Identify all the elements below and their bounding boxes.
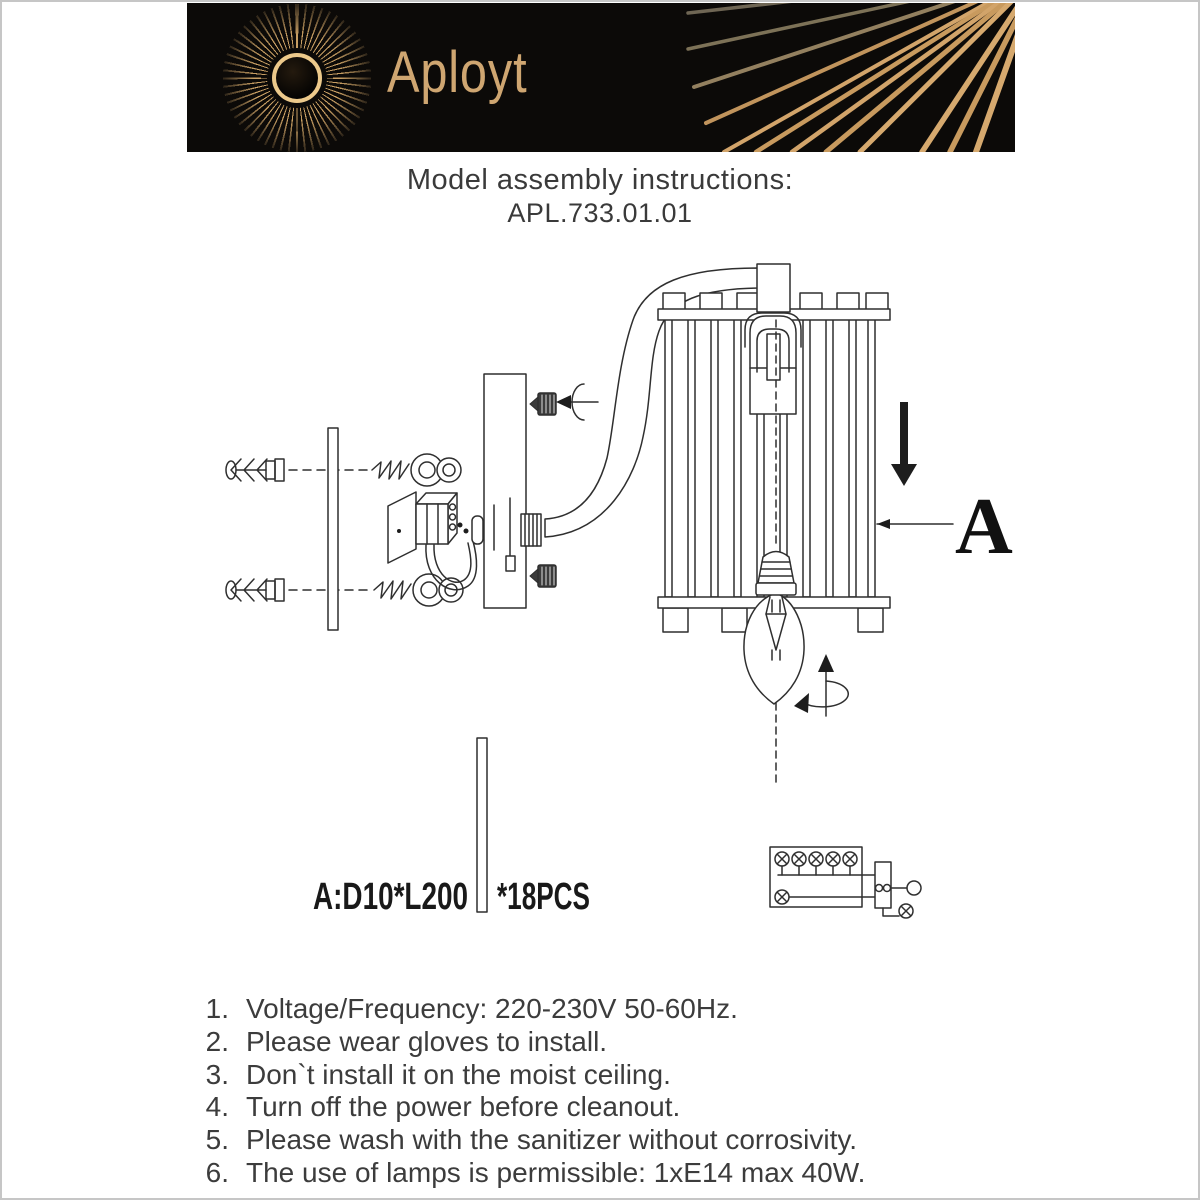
detail-label-a: A [955, 483, 1013, 571]
rod-spec-label: A:D10*L200 [313, 876, 468, 918]
item-text: Don`t install it on the moist ceiling. [246, 1058, 671, 1090]
instruction-list [0, 993, 1200, 1190]
item-text: The use of lamps is permissible: 1xE14 max 40W. [246, 1156, 866, 1188]
light-bulb [744, 552, 804, 705]
list-item [197, 993, 1200, 1026]
sunburst-core [276, 57, 318, 99]
rod-part-item [313, 738, 590, 918]
model-number: APL.733.01.01 [507, 198, 693, 228]
item-text: Please wear gloves to install. [246, 1025, 608, 1057]
item-number: 1. [205, 993, 229, 1024]
slide-down-arrow-icon [891, 402, 917, 486]
page-title: Model assembly instructions: [406, 164, 794, 196]
mounting-plate [472, 374, 541, 608]
item-text: Turn off the power before cleanout. [246, 1091, 681, 1123]
arm-stem [757, 264, 790, 312]
thumb-screws [530, 393, 556, 587]
list-item [197, 1157, 1200, 1190]
item-number: 5. [205, 1124, 229, 1156]
list-item [197, 1059, 1200, 1092]
detail-a-callout [877, 483, 1013, 571]
lamp-socket-housing [745, 313, 801, 414]
wall-anchor-dowels [226, 459, 284, 601]
list-item [197, 1026, 1200, 1059]
item-number: 4. [205, 1091, 229, 1123]
item-number: 2. [205, 1025, 229, 1057]
corner-rays-decoration [685, 3, 1015, 152]
list-item [197, 1124, 1200, 1157]
rod-quantity-label: *18PCS [497, 876, 590, 918]
brand-name: Aployt [387, 40, 528, 105]
wall-strip [328, 428, 338, 630]
list-item [197, 1091, 1200, 1124]
sunburst-logo-icon [223, 4, 371, 152]
item-text: Please wash with the sanitizer without corrosivity. [246, 1124, 858, 1156]
item-number: 3. [205, 1058, 229, 1090]
terminal-block-assembly [388, 492, 477, 590]
item-text: Voltage/Frequency: 220-230V 50-60Hz. [246, 993, 738, 1024]
assembly-diagram [0, 255, 1200, 935]
item-number: 6. [205, 1156, 229, 1188]
wiring-terminal-diagram [770, 847, 921, 918]
brand-banner [187, 3, 1015, 152]
rotate-arrow-icon-upper [556, 384, 598, 420]
